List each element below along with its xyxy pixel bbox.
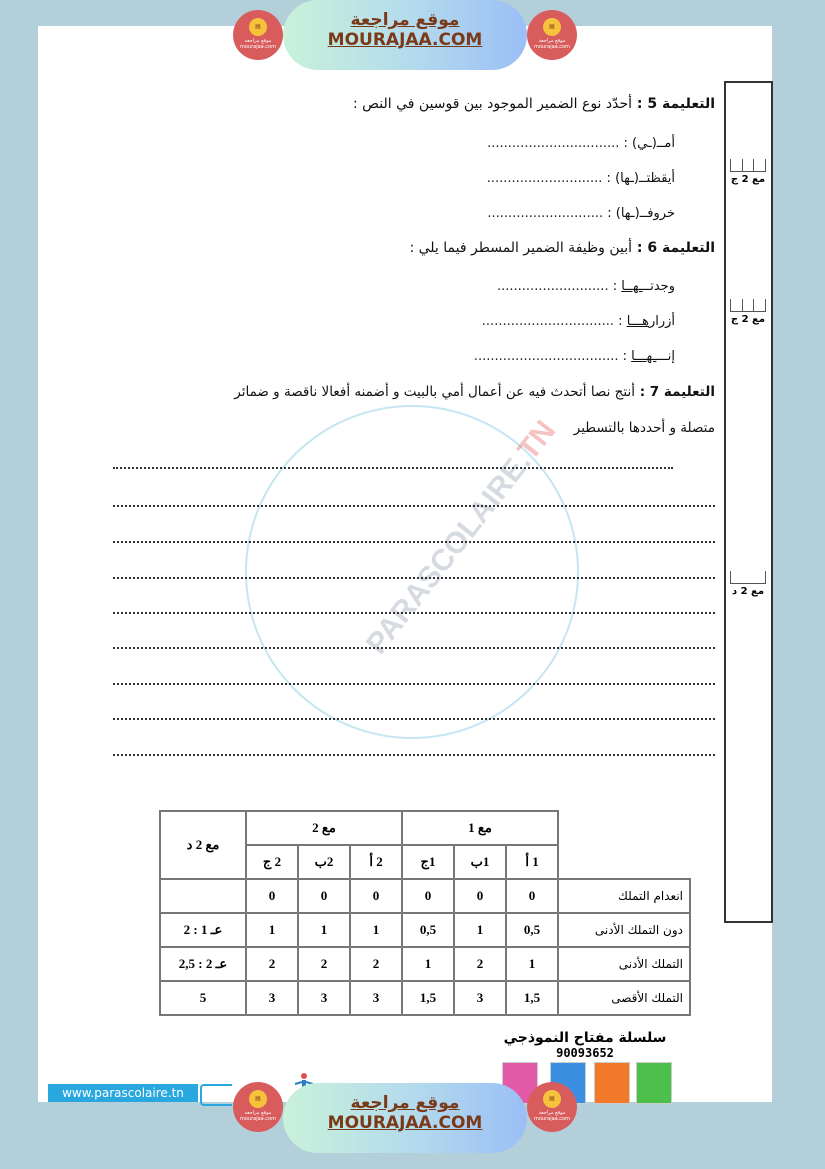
group-header-criterion-2d: مع 2 د [160,811,246,879]
parascolaire-website-link[interactable]: www.parascolaire.tn [48,1084,198,1102]
table-row [160,947,690,981]
score-box [730,299,766,325]
score-label: مع 2 د [731,586,765,597]
item-sep: : [614,314,627,329]
answer-blank[interactable]: ........................... [497,279,609,294]
underlined-pronoun: هـــا [626,314,649,329]
sub-header: 2 ج [246,845,298,879]
book-cover-image [594,1062,630,1104]
cell: 3 [350,981,402,1015]
underlined-pronoun: ـهـــا [631,349,657,364]
underlined-pronoun: ـهــا [621,279,643,294]
answer-blank[interactable]: ................................... [473,349,619,364]
group-header-criterion-1: مع 1 [402,811,558,845]
row-label: التملك الأقصى [558,981,690,1015]
cell: 2 [454,947,506,981]
logo-caption: موقع مراجعة mourajaa.com [239,38,276,50]
answer-blank[interactable]: ................................ [487,136,620,151]
exercise-5-item [487,171,675,186]
score-ticks[interactable] [730,299,766,312]
row-label: دون التملك الأدنى [558,913,690,947]
exercise-5-item [487,136,675,151]
answer-line[interactable] [113,754,715,756]
cell: 1 [454,913,506,947]
exercise-6-label: التعليمة 6 : [636,240,715,256]
exercise-7-prompt-line2: متصلة و أحددها بالتسطير [573,420,715,436]
score-label: مع 2 ج [730,314,766,325]
cell: 2 [350,947,402,981]
answer-line[interactable] [113,505,715,507]
exercise-5-title [353,96,715,112]
score-ticks[interactable] [730,571,766,584]
answer-line[interactable] [113,541,715,543]
cell: 3 [246,981,298,1015]
score-ticks[interactable] [730,159,766,172]
cell: 1 [350,913,402,947]
badge-site-name[interactable]: MOURAJAA.COM [327,30,483,50]
mourajaa-logo-left[interactable] [233,1082,283,1132]
parascolaire-logo-shape [200,1084,232,1106]
logo-caption: موقع مراجعة mourajaa.com [239,1110,276,1122]
group-header-criterion-2: مع 2 [246,811,402,845]
series-title: سلسلة مفتاح النموذجي [503,1030,667,1046]
item-stem: وجدتــ [642,279,675,294]
answer-blank[interactable]: ................................ [481,314,615,329]
watermark-text-main: PARASCOLAIRE. [360,446,538,661]
cell: 0 [350,879,402,913]
grade-sidebar [724,81,773,923]
exercise-6-item [474,349,675,364]
sub-header: 1 أ [506,845,558,879]
badge-site-name[interactable]: MOURAJAA.COM [327,1113,483,1133]
cell: 0 [506,879,558,913]
table-row [160,879,690,913]
item-stem: أزرار [648,314,675,329]
exercise-7-title [234,384,715,400]
cell: 1 [298,913,350,947]
cell: 1,5 [402,981,454,1015]
book-logo-icon: ▤ [543,1090,561,1108]
cell: عـ 2 : 2,5 [160,947,246,981]
book-logo-icon: ▤ [249,18,267,36]
answer-line[interactable] [113,612,715,614]
table-row [160,913,690,947]
answer-line[interactable] [113,683,715,685]
score-box [730,159,766,185]
sub-header: 1ب [454,845,506,879]
mourajaa-logo-left[interactable] [233,10,283,60]
answer-blank[interactable]: ............................ [486,171,603,186]
table-group-header-row [160,811,690,845]
book-cover-image [636,1062,672,1104]
cell: 0,5 [402,913,454,947]
exercise-6-prompt: أبين وظيفة الضمير المسطر فيما يلي : [409,240,633,256]
cell: 3 [454,981,506,1015]
watermark-text-tn: TN [511,414,563,467]
score-box [730,571,766,597]
sub-header: 2ب [298,845,350,879]
cell: 0 [246,879,298,913]
cell: 1 [402,947,454,981]
exercise-6-item [497,279,675,294]
logo-caption: موقع مراجعة mourajaa.com [533,38,570,50]
table-row [160,981,690,1015]
cell: 3 [298,981,350,1015]
exercise-5-label: التعليمة 5 : [636,96,715,112]
answer-blank[interactable]: ............................ [487,206,604,221]
grading-criteria-table [159,810,691,1016]
book-logo-icon: ▤ [249,1090,267,1108]
mourajaa-logo-right[interactable] [527,1082,577,1132]
exercise-5-prompt: أحدّد نوع الضمير الموجود بين قوسين في النص : [352,96,633,112]
item-word: خروفــ(ـها) [615,206,675,221]
sub-header: 1ج [402,845,454,879]
cell: 0 [402,879,454,913]
row-label: التملك الأدنى [558,947,690,981]
item-sep: : [603,206,616,221]
score-label: مع 2 ج [730,174,766,185]
cell: 0,5 [506,913,558,947]
answer-line[interactable] [113,577,715,579]
cell: 1 [506,947,558,981]
item-sep: : [619,136,633,151]
cell: 1 [246,913,298,947]
series-phone: 90093652 [556,1046,614,1060]
exercise-7-label: التعليمة 7 : [639,384,715,400]
item-sep: : [602,171,616,186]
answer-line[interactable] [113,718,715,720]
row-label: انعدام التملك [558,879,690,913]
cell: 1,5 [506,981,558,1015]
sub-header: 2 أ [350,845,402,879]
mourajaa-logo-right[interactable] [527,10,577,60]
cell: 0 [298,879,350,913]
header-site-badge[interactable] [283,0,527,70]
logo-caption: موقع مراجعة mourajaa.com [533,1110,570,1122]
badge-arabic-title: موقع مراجعة [350,1093,460,1113]
answer-line[interactable] [113,467,673,469]
exercise-5-item [487,206,675,221]
exercise-7-prompt-line1: أنتج نصا أتحدث فيه عن أعمال أمي بالبيت و أضمنه أفعالا ناقصة و ضمائر [234,384,635,400]
badge-arabic-title: موقع مراجعة [350,10,460,30]
cell: 5 [160,981,246,1015]
exercise-6-title [409,240,715,256]
cell: عـ 1 : 2 [160,913,246,947]
cell: 2 [246,947,298,981]
item-sep: : [618,349,632,364]
cell: 2 [298,947,350,981]
cell [160,879,246,913]
cell: 0 [454,879,506,913]
book-logo-icon: ▤ [543,18,561,36]
footer-site-badge[interactable] [283,1083,527,1153]
item-word: أيقظتــ(ـها) [615,171,675,186]
exercise-6-item [482,314,675,329]
empty-corner [558,811,690,879]
item-stem: إنـــ [656,349,675,364]
answer-line[interactable] [113,647,715,649]
item-word: أمــ(ـي) [632,136,675,151]
item-sep: : [608,279,622,294]
